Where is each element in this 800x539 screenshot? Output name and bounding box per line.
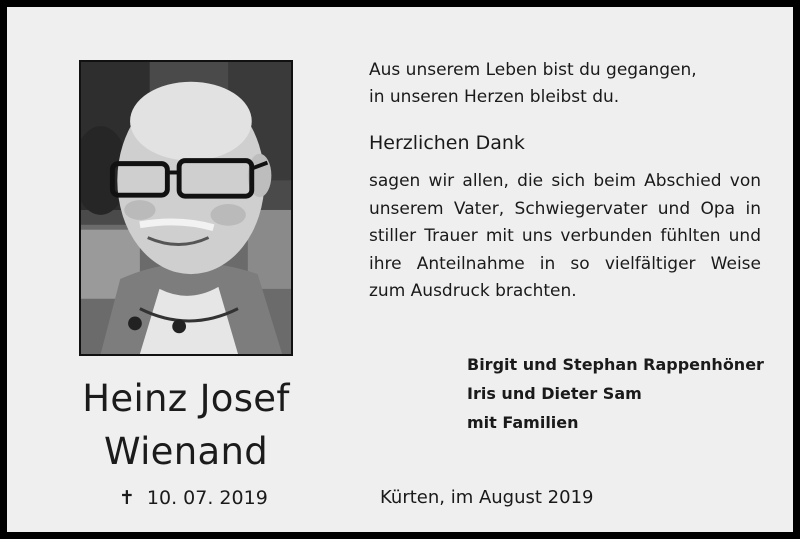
- thanks-line: zum Ausdruck brachten.: [369, 281, 577, 301]
- thanks-line: unserem Vater, Schwiegervater und Opa in: [369, 198, 761, 219]
- thanks-heading: Herzlichen Dank: [369, 132, 525, 154]
- signer-line: mit Familien: [467, 413, 579, 432]
- signer-line: Birgit und Stephan Rappenhöner: [467, 355, 764, 374]
- thanks-text: [369, 168, 761, 306]
- deceased-last-name: Wienand: [104, 430, 268, 473]
- thanks-line: stiller Trauer mit uns verbunden fühlten und: [369, 226, 761, 246]
- portrait-photo: [79, 60, 293, 356]
- cross-icon: ✝: [119, 487, 135, 509]
- place-and-date: Kürten, im August 2019: [380, 487, 594, 508]
- verse-line: Aus unserem Leben bist du gegangen,: [369, 60, 697, 80]
- thanks-line: sagen wir allen, die sich beim Abschied von: [369, 171, 761, 191]
- death-date: 10. 07. 2019: [146, 487, 268, 509]
- deceased-first-name: Heinz Josef: [82, 377, 290, 420]
- thanks-line: ihre Anteilnahme in so vielfältiger Weise: [369, 253, 761, 274]
- death-date-line: [119, 487, 268, 509]
- memorial-verse: [369, 57, 697, 111]
- verse-line: in unseren Herzen bleibst du.: [369, 87, 620, 107]
- signers-block: [467, 350, 764, 437]
- signer-line: Iris und Dieter Sam: [467, 384, 642, 403]
- portrait-photo-icon: [81, 62, 291, 354]
